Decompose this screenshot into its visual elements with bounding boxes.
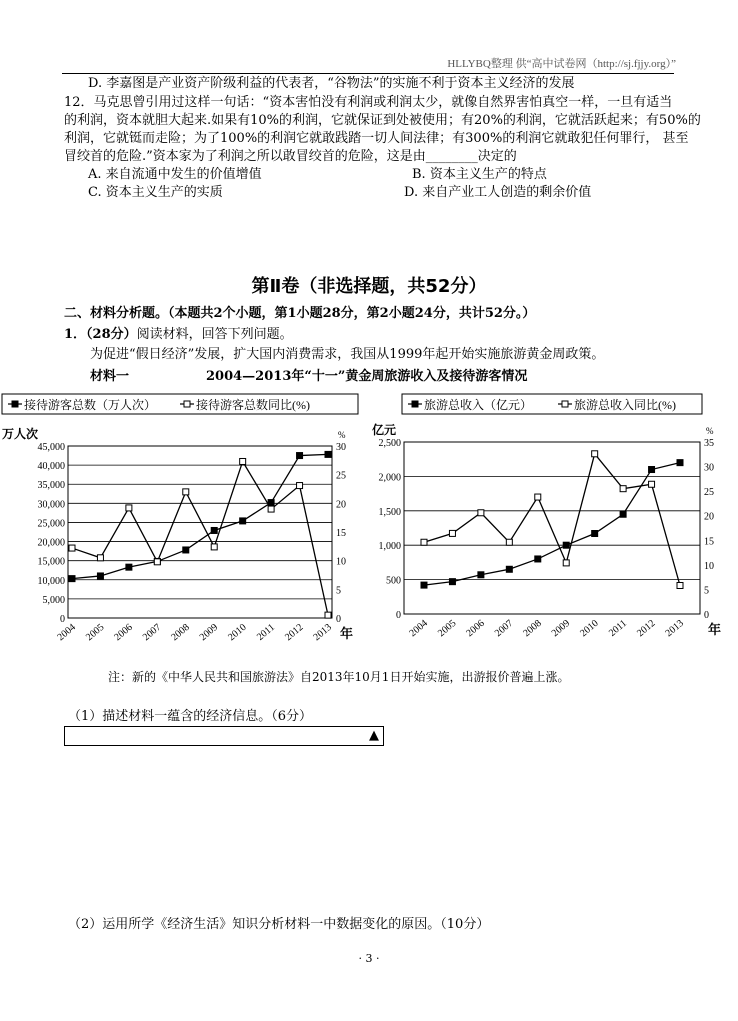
legend-label-0: 旅游总收入（亿元） — [424, 398, 533, 412]
data-point-filled — [478, 572, 484, 578]
data-point-open — [268, 506, 274, 512]
x-tick-label: 2012 — [635, 617, 658, 640]
plot-frame — [404, 442, 700, 614]
legend-marker-0 — [412, 401, 418, 407]
left-axis-unit: 万人次 — [2, 427, 39, 441]
data-point-open — [677, 582, 683, 588]
chart-revenue — [368, 392, 738, 658]
left-tick-label: 2,500 — [378, 438, 401, 449]
right-tick-label: 25 — [336, 470, 346, 482]
subquestion-2: （2）运用所学《经济生活》知识分析材料一中数据变化的原因。（10分） — [68, 917, 490, 932]
data-point-filled — [97, 573, 103, 579]
x-tick-label: 2011 — [606, 617, 630, 639]
legend-label-0: 接待游客总数（万人次） — [24, 398, 157, 412]
data-point-open — [126, 505, 132, 511]
data-point-filled — [677, 460, 683, 466]
legend-label-1: 旅游总收入同比(%) — [574, 398, 676, 412]
data-point-open — [69, 545, 75, 551]
x-axis-unit: 年 — [708, 622, 722, 637]
q12-choice-a: A. 来自流通中发生的价值增值 — [88, 167, 262, 182]
data-point-filled — [649, 467, 655, 473]
left-tick-label: 20,000 — [37, 537, 65, 549]
right-tick-label: 15 — [336, 528, 346, 539]
right-tick-label: 0 — [704, 610, 709, 621]
data-point-filled — [620, 511, 626, 517]
page-number: · 3 · — [358, 952, 380, 965]
q12-line2: 的利润，资本就胆大起来.如果有10%的利润，它就保证到处被使用；有20%的利润，它就活跃起来；有50%的 — [64, 113, 701, 128]
data-point-filled — [126, 564, 132, 570]
data-point-open — [535, 494, 541, 500]
data-point-open — [620, 486, 626, 492]
x-tick-label: 2007 — [140, 621, 164, 644]
data-point-open — [240, 458, 246, 464]
right-tick-label: 30 — [704, 462, 714, 474]
part2-title: 第Ⅱ卷（非选择题，共52分） — [251, 276, 487, 297]
subquestion-1: （1）描述材料一蕴含的经济信息。（6分） — [68, 709, 313, 724]
question-1-prompt — [64, 326, 293, 344]
left-axis-unit: 亿元 — [372, 423, 397, 437]
q12-choice-c: C. 资本主义生产的实质 — [88, 185, 223, 200]
data-point-open — [183, 489, 189, 495]
data-point-filled — [325, 451, 331, 457]
right-tick-label: 0 — [336, 614, 341, 625]
material-label: 材料一 — [90, 369, 130, 384]
series-line-0 — [424, 463, 680, 585]
left-tick-label: 45,000 — [37, 442, 65, 453]
data-point-open — [449, 530, 455, 536]
left-tick-label: 40,000 — [37, 461, 65, 473]
left-tick-label: 35,000 — [37, 480, 65, 492]
left-tick-label: 1,000 — [378, 541, 401, 553]
legend-marker-0 — [12, 401, 18, 407]
data-point-open — [97, 555, 103, 561]
left-tick-label: 0 — [396, 610, 401, 621]
right-axis-unit: % — [706, 426, 714, 436]
choice-d-prev: D. 李嘉图是产业资产阶级利益的代表者，“谷物法”的实施不利于资本主义经济的发展 — [88, 76, 575, 91]
legend-marker-1 — [562, 401, 568, 407]
left-tick-label: 2,000 — [378, 472, 401, 484]
data-point-filled — [535, 556, 541, 562]
data-point-open — [506, 539, 512, 545]
data-point-filled — [592, 531, 598, 537]
left-tick-label: 0 — [60, 614, 65, 625]
data-point-filled — [211, 527, 217, 533]
x-tick-label: 2010 — [578, 617, 601, 640]
material-title: 2004—2013年“十一”黄金周旅游收入及接待游客情况 — [206, 369, 528, 384]
right-tick-label: 20 — [336, 499, 346, 511]
x-tick-label: 2011 — [254, 621, 278, 643]
q12-choice-b: B. 资本主义生产的特点 — [412, 167, 547, 182]
data-point-open — [649, 481, 655, 487]
chart-revenue-svg — [368, 392, 738, 654]
right-tick-label: 15 — [704, 536, 714, 548]
x-tick-label: 2010 — [226, 621, 249, 644]
left-tick-label: 500 — [386, 575, 401, 587]
data-point-filled — [449, 579, 455, 585]
x-tick-label: 2006 — [464, 617, 487, 640]
chart-tourists-svg — [0, 392, 368, 654]
right-tick-label: 35 — [704, 438, 714, 449]
right-tick-label: 10 — [336, 556, 346, 568]
data-point-filled — [183, 547, 189, 553]
data-point-filled — [421, 582, 427, 588]
source-header: HLLYBQ整理 供“高中试卷网（http://sj.fjjy.org）” — [447, 58, 676, 70]
x-tick-label: 2009 — [197, 621, 221, 644]
x-tick-label: 2012 — [283, 621, 306, 644]
data-point-open — [421, 539, 427, 545]
data-point-open — [211, 544, 217, 550]
series-line-1 — [424, 454, 680, 586]
right-tick-label: 5 — [336, 585, 341, 597]
q12-line3: 利润，它就铤而走险；为了100%的利润它就敢践踏一切人间法律；有300%的利润它就敢犯任何罪行， 甚至 — [64, 131, 689, 146]
x-tick-label: 2013 — [311, 621, 334, 644]
material-intro: 为促进“假日经济”发展，扩大国内消费需求，我国从1999年起开始实施旅游黄金周政策。 — [90, 347, 605, 362]
data-point-open — [563, 560, 569, 566]
data-point-open — [478, 510, 484, 516]
data-point-filled — [69, 576, 75, 582]
question-1-text: 阅读材料，回答下列问题。 — [136, 327, 293, 342]
left-tick-label: 25,000 — [37, 518, 65, 530]
x-tick-label: 2008 — [169, 621, 192, 644]
x-tick-label: 2004 — [407, 617, 430, 640]
legend-label-1: 接待游客总数同比(%) — [196, 398, 310, 412]
right-tick-label: 5 — [704, 585, 709, 597]
series-line-0 — [72, 454, 328, 578]
plot-frame — [68, 446, 332, 618]
left-tick-label: 5,000 — [42, 594, 65, 606]
triangle-marker-icon: ▲ — [369, 728, 379, 743]
legend-marker-1 — [184, 401, 190, 407]
data-point-filled — [297, 453, 303, 459]
data-point-open — [325, 612, 331, 618]
x-tick-label: 2006 — [112, 621, 135, 644]
right-tick-label: 10 — [704, 560, 714, 572]
header-rule — [62, 73, 674, 74]
data-point-filled — [240, 518, 246, 524]
right-tick-label: 30 — [336, 442, 346, 453]
x-tick-label: 2005 — [83, 621, 107, 644]
left-tick-label: 1,500 — [378, 506, 401, 518]
x-tick-label: 2007 — [492, 617, 516, 640]
data-point-filled — [506, 566, 512, 572]
chart-note: 注：新的《中华人民共和国旅游法》自2013年10月1日开始实施，出游报价普遍上涨。 — [108, 670, 570, 684]
data-point-open — [154, 559, 160, 565]
question-1-number: 1．（28分） — [64, 327, 137, 342]
q12-line4: 冒绞首的危险.”资本家为了利润之所以敢冒绞首的危险，这是由________决定的 — [64, 149, 517, 164]
data-point-filled — [563, 542, 569, 548]
q12-line1: 12．马克思曾引用过这样一句话：“资本害怕没有利润或利润太少，就像自然界害怕真空一样，一旦有适当 — [64, 95, 673, 110]
q12-choice-d: D. 来自产业工人创造的剩余价值 — [404, 185, 592, 200]
chart-tourists — [0, 392, 368, 658]
right-axis-unit: % — [338, 430, 346, 440]
answer-box[interactable] — [64, 726, 384, 746]
right-tick-label: 25 — [704, 487, 714, 499]
left-tick-label: 30,000 — [37, 499, 65, 511]
section-heading: 二、材料分析题。（本题共2个小题，第1小题28分，第2小题24分，共计52分。） — [64, 306, 536, 321]
x-tick-label: 2009 — [549, 617, 573, 640]
left-tick-label: 15,000 — [37, 556, 65, 568]
x-tick-label: 2005 — [435, 617, 459, 640]
x-axis-unit: 年 — [340, 626, 354, 641]
data-point-open — [297, 483, 303, 489]
x-tick-label: 2008 — [521, 617, 544, 640]
x-tick-label: 2004 — [55, 621, 78, 644]
right-tick-label: 20 — [704, 511, 714, 523]
x-tick-label: 2013 — [663, 617, 686, 640]
left-tick-label: 10,000 — [37, 575, 65, 587]
data-point-open — [592, 451, 598, 457]
